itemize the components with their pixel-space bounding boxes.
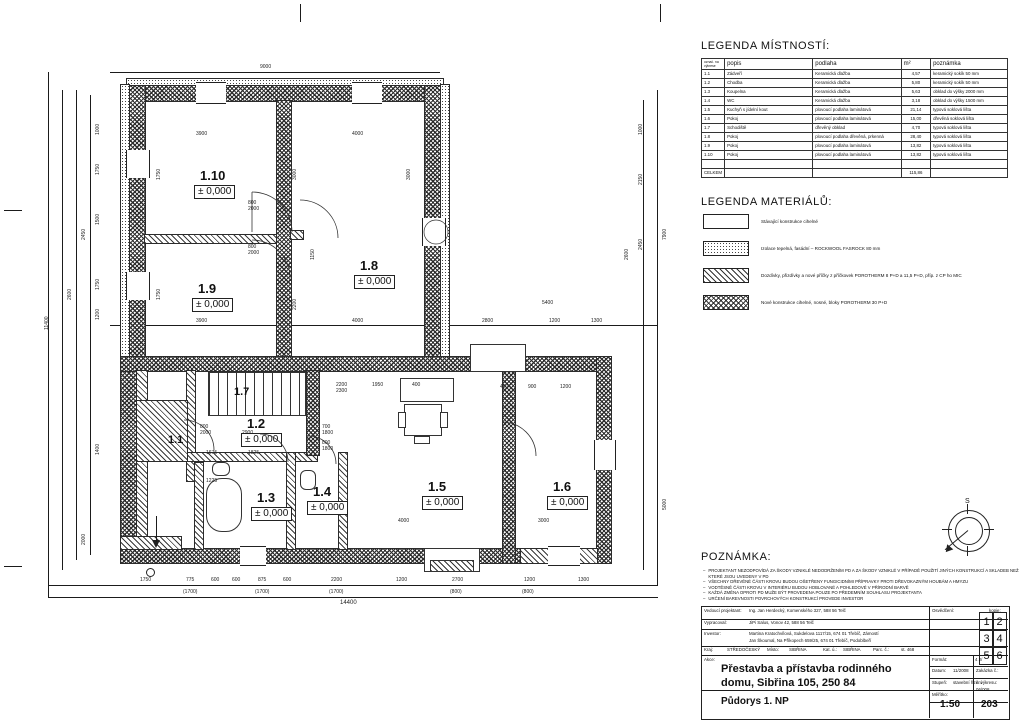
cell-blank [813,169,901,178]
tb-value-3: Jan Škoumal, Na Příkopech 659/25, 674 01 Třebíč, Podoblbeří [749,638,872,643]
cell-pozn: typová soklová lišta [931,106,1008,115]
dim-bot-3: 600 [232,577,241,583]
tb-meritko-label: Měřítko: [932,692,948,697]
cell-popis: Kuchyň s jídelní kout [725,106,813,115]
window-1-6-east [594,440,616,470]
tb-rule-2 [701,629,1008,630]
cell-pozn: typová soklová lišta [931,142,1008,151]
dim-left-6: 2600 [67,288,73,300]
cell-podlaha: dřevěný obklad [813,124,901,133]
cell-popis: Pokoj [725,142,813,151]
dim-right-2: 2450 [638,238,644,250]
cell-m2: 28,40 [901,133,930,142]
cell-num: 1.4 [702,97,725,106]
dim-right-total: 7900 [662,228,668,240]
material-label: Izolace tepelná, fasádní – ROCKWOOL FASROCK 80 mm [761,245,881,251]
inner-dim-l6: 1225 [206,478,218,484]
dining-table [404,404,442,436]
dim-top-chain-0: 3900 [196,131,208,137]
room-number-1-2: 1.2 [247,416,266,431]
tb-rule-6 [929,666,1008,667]
cell-num: 1.7 [702,124,725,133]
room-number-1-4: 1.4 [313,484,332,499]
dim-bot-2: 600 [211,577,220,583]
legend-rooms-title: LEGENDA MÍSTNOSTÍ: [701,40,830,52]
cell-m2: 13,82 [901,142,930,151]
kitchen-counter [400,378,454,402]
wall-lower-sw-new [120,536,182,550]
tb-datum-value: 11/2008 [953,668,969,673]
cell-podlaha: plovoucí podlaha laminátová [813,106,901,115]
entry-porch [136,400,188,462]
legend-materials-list [703,214,1021,317]
cell-blank [931,160,1008,169]
room-number-1-5: 1.5 [428,479,447,494]
cell-popis: Pokoj [725,133,813,142]
tb-rule-5 [701,690,1008,691]
table-row [702,124,1008,133]
dim-bot-5: 600 [283,577,292,583]
tb-cvykresu-value: 06/008 [976,687,990,692]
cell-blank [725,169,813,178]
dim-bot-7: 1200 [396,577,408,583]
dim-line-left-2 [62,90,63,570]
kopie-cell-2[interactable]: 2 [992,612,1007,631]
material-label: Nové konstrukce cihelné, nosné, bloky POROTHERM 30 P+D [761,299,888,305]
inner-dim-d: 1750 [156,168,162,180]
inner-dim-a: 800 2000 [248,200,260,212]
cell-podlaha: Keramická dlažba [813,70,901,79]
dim-bot-8: 2700 [452,577,464,583]
right-column [697,0,1024,724]
tb-format-label: Formát: [932,657,948,662]
inner-dim-h: 3000 [406,168,412,180]
inner-dim-c: 1150 [310,249,316,260]
table-row [702,79,1008,88]
table-row [702,106,1008,115]
tb-osvedceni-label: Osvědčení: [932,608,955,613]
material-row [703,241,1021,256]
dim-line-left-4 [90,95,91,555]
cell-pozn: obklad do výšky 1500 mm [931,97,1008,106]
window-1-9-west [126,272,150,300]
dim-left-7: 1400 [95,443,101,455]
chair-left [398,412,406,428]
dim-bot2-2: (1700) [329,589,344,595]
material-row [703,268,1021,283]
chair-right [440,412,448,428]
compass-spoke-s [967,546,968,556]
compass-spoke-e [984,529,994,530]
cell-m2: 3,18 [901,97,930,106]
dim-line-left-3 [76,90,77,560]
door-swing-1-3 [258,432,292,466]
cell-blank [702,160,725,169]
dim-left-2: 1500 [95,213,101,225]
cell-popis: Pokoj [725,115,813,124]
dim-mid-chain-2: 2800 [482,318,494,324]
tb-rule-4 [701,655,1008,656]
material-row [703,295,1021,310]
tb-akce-line2: domu, Sibřina 105, 250 84 [721,677,856,689]
cell-m2: 5,63 [901,88,930,97]
dim-left-total: 11400 [44,316,50,330]
dim-left-8: 2000 [81,533,87,545]
dim-bot2-1: (1700) [255,589,270,595]
staircase-1-7 [208,372,306,416]
tb-cvykresu-label: č. výkresu: [976,680,997,685]
tb-rule-7 [929,678,1008,679]
material-swatch-partition-icon [703,268,749,283]
dim-left-3: 1750 [95,278,101,290]
section-line [156,516,157,542]
inner-dim-g: 2200 [292,298,298,310]
room-level-1-8: ± 0,000 [354,275,395,289]
inner-dim-l7: 2200 2300 [336,382,348,394]
window-1-6-south [548,546,580,566]
dim-top-chain-1: 4000 [352,131,364,137]
compass-inner-ring-icon [955,517,983,545]
door-swing-1-10 [250,190,300,240]
cell-num: 1.3 [702,88,725,97]
inner-dim-l10: 2900 [242,430,254,436]
cell-pozn: keramický sokík 50 mm [931,70,1008,79]
cell-m2: 5,80 [901,79,930,88]
table-row [702,151,1008,160]
inner-dim-l4: 1825 [248,450,260,456]
table-row [702,115,1008,124]
dim-line-right-outer [657,90,658,585]
dim-right-lower: 5000 [662,498,668,510]
table-total-row [702,169,1008,178]
dim-bot-4: 875 [258,577,267,583]
tb-value-5: SIBŘINA [789,647,807,652]
room-number-1-6: 1.6 [553,479,572,494]
dim-bot2-3: (800) [450,589,462,595]
compass-arrowhead-icon [943,544,954,555]
tb-label-7: Parc. č.: [873,647,890,652]
cell-blank [725,160,813,169]
inner-dim-b: 800 2000 [248,244,260,256]
dim-left-1: 1750 [95,163,101,175]
tb-akce-label: Akce: [704,657,715,662]
dim-line-bottom-2 [48,597,658,598]
table-row [702,97,1008,106]
tb-value-6: SIBŘINA [843,647,861,652]
cell-pozn: obklad do výšky 2000 mm [931,88,1008,97]
cell-num: 1.5 [702,106,725,115]
tb-value-0: Ing. Jan Herdecký, Komenského 327, 588 56 Telč [749,608,846,613]
tb-zakazka-label: Zakázka č.: [976,668,999,673]
cell-num: 1.10 [702,151,725,160]
inner-dim-l1: 800 2000 [200,424,212,436]
bullet-icon: – [703,590,706,596]
cell-num: 1.2 [702,79,725,88]
table-header-row [702,59,1008,70]
dim-mid-chain-3: 1200 [549,318,561,324]
tb-vykres-title: Půdorys 1. NP [721,696,789,707]
tb-meritko-value: 1:50 [940,699,961,710]
tb-vrule-kopie [973,655,974,718]
crop-mark-left-2 [4,566,22,567]
cell-num: 1.6 [702,115,725,124]
cell-m2: 21,14 [901,106,930,115]
th-num: označ. na výkrese [702,59,725,70]
inner-dim-l8: 1950 [372,382,384,388]
cell-num: 1.9 [702,142,725,151]
cell-pozn: typová soklová lišta [931,124,1008,133]
wall-kitchen-room [502,370,516,564]
table-row [702,70,1008,79]
inner-dim-l14: 900 [528,384,537,390]
cell-pozn: keramický sokík 50 mm [931,79,1008,88]
crop-mark-top-right [660,4,661,22]
inner-dim-l12: 3000 [538,518,550,524]
poznamka-text: VŠECHNY DŘEVĚNÉ ČÁSTI KROVU BUDOU OŠETŘENY FUNGICIDNÍMI PŘÍPRAVKY PROTI DŘEVOKAZNÝM HOUBÁM A HMYZU [708,579,969,585]
poznamka-title: POZNÁMKA: [701,551,772,563]
inner-dim-l13: 450 [500,384,509,390]
material-swatch-new-structure-icon [703,295,749,310]
insulation-north [126,78,444,86]
dim-bot-1: 775 [186,577,195,583]
inner-dim-l5: 1675 [206,450,218,456]
cell-m2: 4,57 [901,70,930,79]
inner-dim-l2: 700 1800 [322,424,334,436]
cell-pozn: typová soklová lišta [931,151,1008,160]
dim-bottom-total: 14400 [340,600,357,606]
cell-podlaha: plovoucí podlaha laminátová [813,151,901,160]
tb-stupen-value: stavební řízení [953,680,982,685]
crop-mark-top-left [300,4,301,22]
dim-line-right-2 [643,100,644,570]
inner-dim-l15: 1200 [560,384,572,390]
dim-mid-chain-4: 1300 [591,318,603,324]
compass-north-label: S [965,498,970,505]
cell-popis: Zádveří [725,70,813,79]
inner-dim-l11: 4000 [398,518,410,524]
poznamka-text: KAŽDÁ ZMĚNA OPROTI PD MUŽE BÝT PROVEDENA POUZE PO PŘEDEMNÍM SOUHLASU PROJEKTANTA [708,590,922,596]
cell-total-value: 115,86 [901,169,930,178]
poznamka-list [703,568,1021,602]
dim-bot-10: 1300 [578,577,590,583]
tb-value-2: Martina Kratochvílová, Sukdelova 1117/15, 674 01 Třebíč, Zámostí [749,631,879,636]
partition-bath-wc [286,452,296,550]
material-swatch-insulation-icon [703,241,749,256]
table-row [702,142,1008,151]
th-poznamka: poznámka [931,59,1008,70]
material-row [703,214,1021,229]
dim-right-1: 2150 [638,173,644,185]
window-1-8-north [352,82,382,104]
tb-value-7: st. 468 [901,647,915,652]
legend-rooms-table [701,58,1008,178]
tb-value-1: JiPi Salus, Vonov 42, 588 56 Telč [749,620,814,625]
dim-bot2-0: (1700) [183,589,198,595]
door-swing-east-upper [418,214,454,250]
dim-line-top [110,72,440,73]
tb-label-5: Místo: [767,647,779,652]
cell-total-label: CELKEM [702,169,725,178]
dim-line-mid [110,325,658,326]
cell-popis: WC [725,97,813,106]
dim-bot-6: 2200 [331,577,343,583]
dim-top-total: 9000 [260,64,272,70]
cell-podlaha: Keramická dlažba [813,79,901,88]
cell-podlaha: plovoucí podlaha laminátová [813,115,901,124]
tb-kopie-label: kopie: [989,608,1001,613]
room-number-1-7: 1.7 [234,386,250,398]
dim-mid-chain-0: 3900 [196,318,208,324]
dim-bot-0: 1750 [140,577,152,583]
crop-mark-left [4,210,22,211]
room-number-1-8: 1.8 [360,258,379,273]
room-number-1-10: 1.10 [200,168,226,183]
door-swing-1-6 [500,420,540,460]
cell-podlaha: plovoucí podlaha dřevěná, prkenná [813,133,901,142]
bay-window-sill [430,560,474,572]
cell-blank [813,160,901,169]
bathtub [206,478,242,532]
cell-blank [931,169,1008,178]
window-1-10-north [196,82,226,104]
dim-left-0: 1000 [95,123,101,135]
dim-line-left-outer [48,72,49,597]
level-point-marker [146,568,155,577]
room-level-1-3: ± 0,000 [251,507,292,521]
th-podlaha: podlaha [813,59,901,70]
table-row [702,133,1008,142]
tb-label-2: Investor: [704,631,721,636]
cell-popis: Pokoj [725,151,813,160]
th-popis: popis [725,59,813,70]
inner-dim-f: 3000 [292,168,298,180]
table-row [702,88,1008,97]
kopie-cell-1[interactable]: 1 [979,612,994,631]
bay-window-north [470,344,526,372]
bullet-icon: – [703,595,706,601]
cell-m2: 15,00 [901,115,930,124]
room-level-1-10: ± 0,000 [194,185,235,199]
north-compass [938,500,1000,562]
poznamka-item [703,568,1021,579]
material-label: Stávající konstrukce cihelné [761,218,818,224]
tb-value-4: STŘEDOČESKÝ [727,647,761,652]
tb-format-value: 4 2/ [975,657,983,662]
material-label: Dozdívky, přizdívky a nové příčky z příčkovek POROTHERM 8 P+D a 11,5 P+D, příp. z CP ho MIC [761,272,962,278]
room-level-1-2: ± 0,000 [241,433,282,447]
poznamka-text: URČENÍ BAREVNOSTI POVRCHOVÝCH KONSTRUKCÍ PROVEDE INVESTOR [708,595,864,601]
bullet-icon: – [703,568,706,573]
dim-line-bottom-1 [48,585,658,586]
partition-bath-west [194,462,204,550]
tb-akce-line1: Přestavba a přístavba rodinného [721,663,892,675]
window-1-10-west [126,150,150,178]
cell-podlaha: Keramická dlažba [813,88,901,97]
cell-popis: Schodiště [725,124,813,133]
cell-popis: Koupelna [725,88,813,97]
chair-bottom [414,436,430,444]
compass-spoke-n [967,504,968,514]
tb-rule-1 [701,619,1008,620]
bullet-icon: – [703,579,706,585]
kopie-cell-5[interactable]: 5 [979,646,994,665]
compass-spoke-w [942,529,952,530]
cell-blank [901,160,930,169]
cell-num: 1.1 [702,70,725,79]
inner-dim-e: 1750 [156,288,162,300]
kopie-cell-4[interactable]: 4 [992,629,1007,648]
dim-mid-right: 5400 [542,300,554,306]
cell-pozn: typová soklová lišta [931,133,1008,142]
kopie-cell-3[interactable]: 3 [979,629,994,648]
room-level-1-9: ± 0,000 [192,298,233,312]
cell-m2: 4,70 [901,124,930,133]
inner-dim-l9: 400 [412,382,421,388]
poznamka-item [703,596,1021,602]
poznamka-text: VODTĚSNĚ ČÁSTI KROVU V INTERIÉRU BUDOU HOBLOVANÉ A POHLEDOVÉ V PŘÍRODNÍ BARVĚ [708,584,909,590]
legend-materials-title: LEGENDA MATERIÁLŮ: [701,196,833,208]
cell-podlaha: Keramická dlažba [813,97,901,106]
door-swing-1-8 [298,198,344,244]
washbasin [212,462,230,476]
room-number-1-9: 1.9 [198,281,217,296]
dim-mid-chain-1: 4000 [352,318,364,324]
room-level-1-6: ± 0,000 [547,496,588,510]
cell-pozn: dřevěná soklová lišta [931,115,1008,124]
dim-left-5: 2450 [81,228,87,240]
window-1-3-south [240,546,266,566]
wall-upper-west [128,84,146,366]
th-m2: m² [901,59,930,70]
room-level-1-5: ± 0,000 [422,496,463,510]
cell-num: 1.8 [702,133,725,142]
inner-dim-l3: 800 1800 [322,440,334,452]
room-number-1-1: 1.1 [168,434,184,446]
tb-label-4: Kraj: [704,647,714,652]
room-number-1-3: 1.3 [257,490,276,505]
tb-stupen-label: Stupeň: [932,680,948,685]
dim-bot-9: 1200 [524,577,536,583]
bullet-icon: – [703,584,706,590]
insulation-west [120,84,130,366]
cell-popis: Chodba [725,79,813,88]
poznamka-text: PROJEKTANT NEZODPOVÍDÁ ZA ŠKODY VZNIKLÉ NEDODRŽENÍM PD A ZA ŠKODY VZNIKLÉ V PŘÍPADĚ POUŽITÍ JINÝCH KONSTRUKCÍ A SKLADEB NEŽ KTERÉ JSOU UVEDENY V PD [708,568,1019,579]
material-swatch-existing-icon [703,214,749,229]
tb-label-1: Vypracoval: [704,620,727,625]
table-row-empty [702,160,1008,169]
cell-podlaha: plovoucí podlaha laminátová [813,142,901,151]
dim-right-3: 2600 [624,248,630,260]
kopie-cell-6[interactable]: 6 [992,646,1007,665]
tb-label-6: Kat. ú.: [823,647,837,652]
cell-m2: 13,82 [901,151,930,160]
dim-left-4: 1200 [95,308,101,320]
dim-right-0: 1000 [638,123,644,135]
tb-label-0: Vedoucí projektant: [704,608,742,613]
tb-sheet-number: 203 [981,699,998,710]
dim-bot2-4: (800) [522,589,534,595]
tb-datum-label: Datum: [932,668,947,673]
room-level-1-4: ± 0,000 [307,501,348,515]
